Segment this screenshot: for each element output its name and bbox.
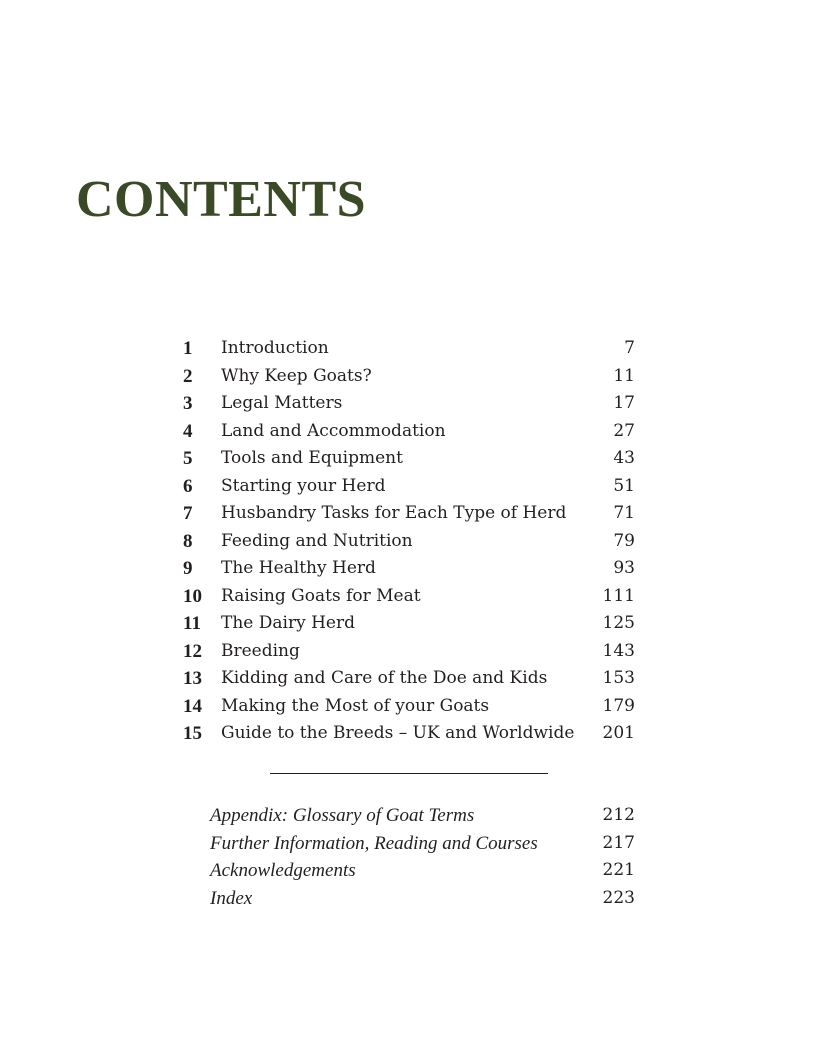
chapter-row[interactable]	[183, 610, 635, 638]
chapter-page-number: 93	[613, 558, 635, 578]
chapter-row[interactable]	[183, 665, 635, 693]
chapter-title: Kidding and Care of the Doe and Kids	[221, 668, 548, 688]
chapter-row[interactable]	[183, 445, 635, 473]
chapter-row[interactable]	[183, 528, 635, 556]
chapter-page-number: 51	[613, 475, 635, 496]
chapter-number: 6	[183, 475, 193, 497]
chapter-row[interactable]	[183, 583, 635, 611]
back-matter-list	[210, 802, 635, 912]
back-matter-page-number: 212	[602, 805, 635, 825]
back-matter-row[interactable]	[210, 802, 635, 830]
chapter-page-number: 179	[602, 695, 635, 716]
back-matter-title: Index	[210, 887, 253, 909]
chapter-title: The Dairy Herd	[221, 613, 355, 633]
chapter-number: 14	[183, 695, 202, 717]
chapter-page-number: 79	[613, 530, 635, 551]
chapter-row[interactable]	[183, 418, 635, 446]
page-title: CONTENTS	[76, 171, 367, 228]
chapter-page-number: 11	[613, 365, 635, 386]
chapter-row[interactable]	[183, 363, 635, 391]
chapter-page-number: 71	[613, 503, 635, 523]
chapter-number: 9	[183, 558, 193, 579]
chapter-title: Land and Accommodation	[221, 420, 446, 441]
back-matter-title: Acknowledgements	[210, 860, 356, 881]
chapter-number: 4	[183, 420, 193, 442]
chapter-title: Why Keep Goats?	[221, 365, 372, 386]
back-matter-page-number: 217	[602, 832, 635, 853]
back-matter-title: Further Information, Reading and Courses	[210, 832, 538, 854]
chapter-row[interactable]	[183, 473, 635, 501]
chapter-number: 13	[183, 668, 202, 689]
chapter-page-number: 111	[602, 585, 635, 606]
chapter-title: The Healthy Herd	[221, 558, 376, 578]
chapter-title: Starting your Herd	[221, 475, 386, 496]
chapter-title: Legal Matters	[221, 393, 343, 413]
chapter-row[interactable]	[183, 390, 635, 418]
chapter-number: 15	[183, 723, 202, 744]
chapter-page-number: 201	[602, 723, 635, 743]
back-matter-page-number: 221	[602, 860, 635, 880]
back-matter-page-number: 223	[602, 887, 635, 908]
chapter-page-number: 143	[602, 640, 635, 661]
back-matter-row[interactable]	[210, 885, 635, 913]
chapter-page-number: 17	[613, 393, 635, 413]
chapter-title: Introduction	[221, 338, 329, 358]
chapter-row[interactable]	[183, 693, 635, 721]
chapter-number: 3	[183, 393, 193, 414]
chapter-page-number: 7	[624, 338, 635, 358]
chapter-title: Husbandry Tasks for Each Type of Herd	[221, 503, 567, 523]
chapter-title: Raising Goats for Meat	[221, 585, 421, 606]
chapter-number: 2	[183, 365, 193, 387]
chapter-number: 8	[183, 530, 193, 552]
back-matter-row[interactable]	[210, 830, 635, 858]
chapter-row[interactable]	[183, 500, 635, 528]
chapter-row[interactable]	[183, 555, 635, 583]
chapter-row[interactable]	[183, 720, 635, 748]
chapter-number: 1	[183, 338, 193, 359]
chapter-number: 7	[183, 503, 193, 524]
chapter-page-number: 27	[613, 420, 635, 441]
chapter-row[interactable]	[183, 638, 635, 666]
chapter-number: 5	[183, 448, 193, 469]
chapter-number: 11	[183, 613, 201, 634]
section-divider	[270, 773, 548, 774]
chapter-title: Making the Most of your Goats	[221, 695, 490, 716]
back-matter-row[interactable]	[210, 857, 635, 885]
chapter-page-number: 43	[613, 448, 635, 468]
chapter-title: Breeding	[221, 640, 300, 661]
chapter-number: 10	[183, 585, 202, 607]
chapter-row[interactable]	[183, 335, 635, 363]
chapter-title: Guide to the Breeds – UK and Worldwide	[221, 723, 575, 743]
chapter-title: Feeding and Nutrition	[221, 530, 413, 551]
back-matter-title: Appendix: Glossary of Goat Terms	[210, 805, 475, 826]
chapter-number: 12	[183, 640, 202, 662]
chapter-title: Tools and Equipment	[221, 448, 403, 468]
chapter-page-number: 153	[602, 668, 635, 688]
chapter-page-number: 125	[602, 613, 635, 633]
chapter-list	[183, 335, 635, 748]
